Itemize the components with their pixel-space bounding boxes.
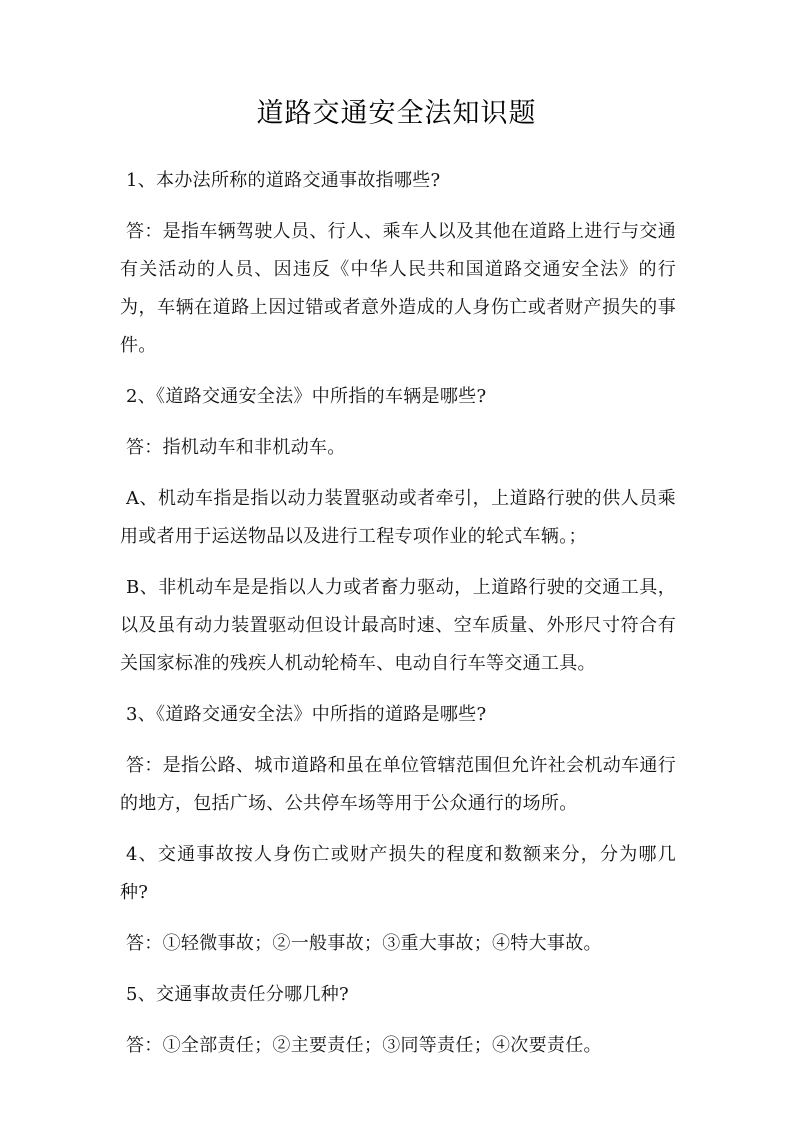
answer-2-item-b: B、非机动车是是指以人力或者畜力驱动，上道路行驶的交通工具，以及虽有动力装置驱动但设计最高时速、空车质量、外形尺寸符合有关国家标准的残疾人机动轮椅车、电动自行车等交通工具。 [120, 577, 676, 674]
answer-1: 答：是指车辆驾驶人员、行人、乘车人以及其他在道路上进行与交通有关活动的人员、因违反《中华人民共和国道路交通安全法》的行为，车辆在道路上因过错或者意外造成的人身伤亡或者财产损失的事件。 [120, 221, 676, 356]
answer-5: 答：①全部责任；②主要责任；③同等责任；④次要责任。 [126, 1035, 602, 1056]
question-1: 1、本办法所称的道路交通事故指哪些? [126, 170, 441, 191]
question-5: 5、交通事故责任分哪几种? [126, 984, 350, 1005]
question-3: 3、《道路交通安全法》中所指的道路是哪些? [126, 704, 487, 725]
question-2: 2、《道路交通安全法》中所指的车辆是哪些? [126, 386, 487, 407]
answer-2-item-a: A、机动车指是指以动力装置驱动或者牵引，上道路行驶的供人员乘用或者用于运送物品以及进行工程专项作业的轮式车辆。； [120, 488, 676, 547]
answer-3: 答：是指公路、城市道路和虽在单位管辖范围但允许社会机动车通行的地方，包括广场、公共停车场等用于公众通行的场所。 [120, 755, 676, 814]
answer-2: 答：指机动车和非机动车。 [126, 437, 346, 458]
question-4: 4、交通事故按人身伤亡或财产损失的程度和数额来分，分为哪几种? [120, 844, 676, 903]
answer-4: 答：①轻微事故；②一般事故；③重大事故；④特大事故。 [126, 933, 602, 954]
document-title: 道路交通安全法知识题 [256, 98, 537, 129]
document-body [120, 162, 676, 1078]
